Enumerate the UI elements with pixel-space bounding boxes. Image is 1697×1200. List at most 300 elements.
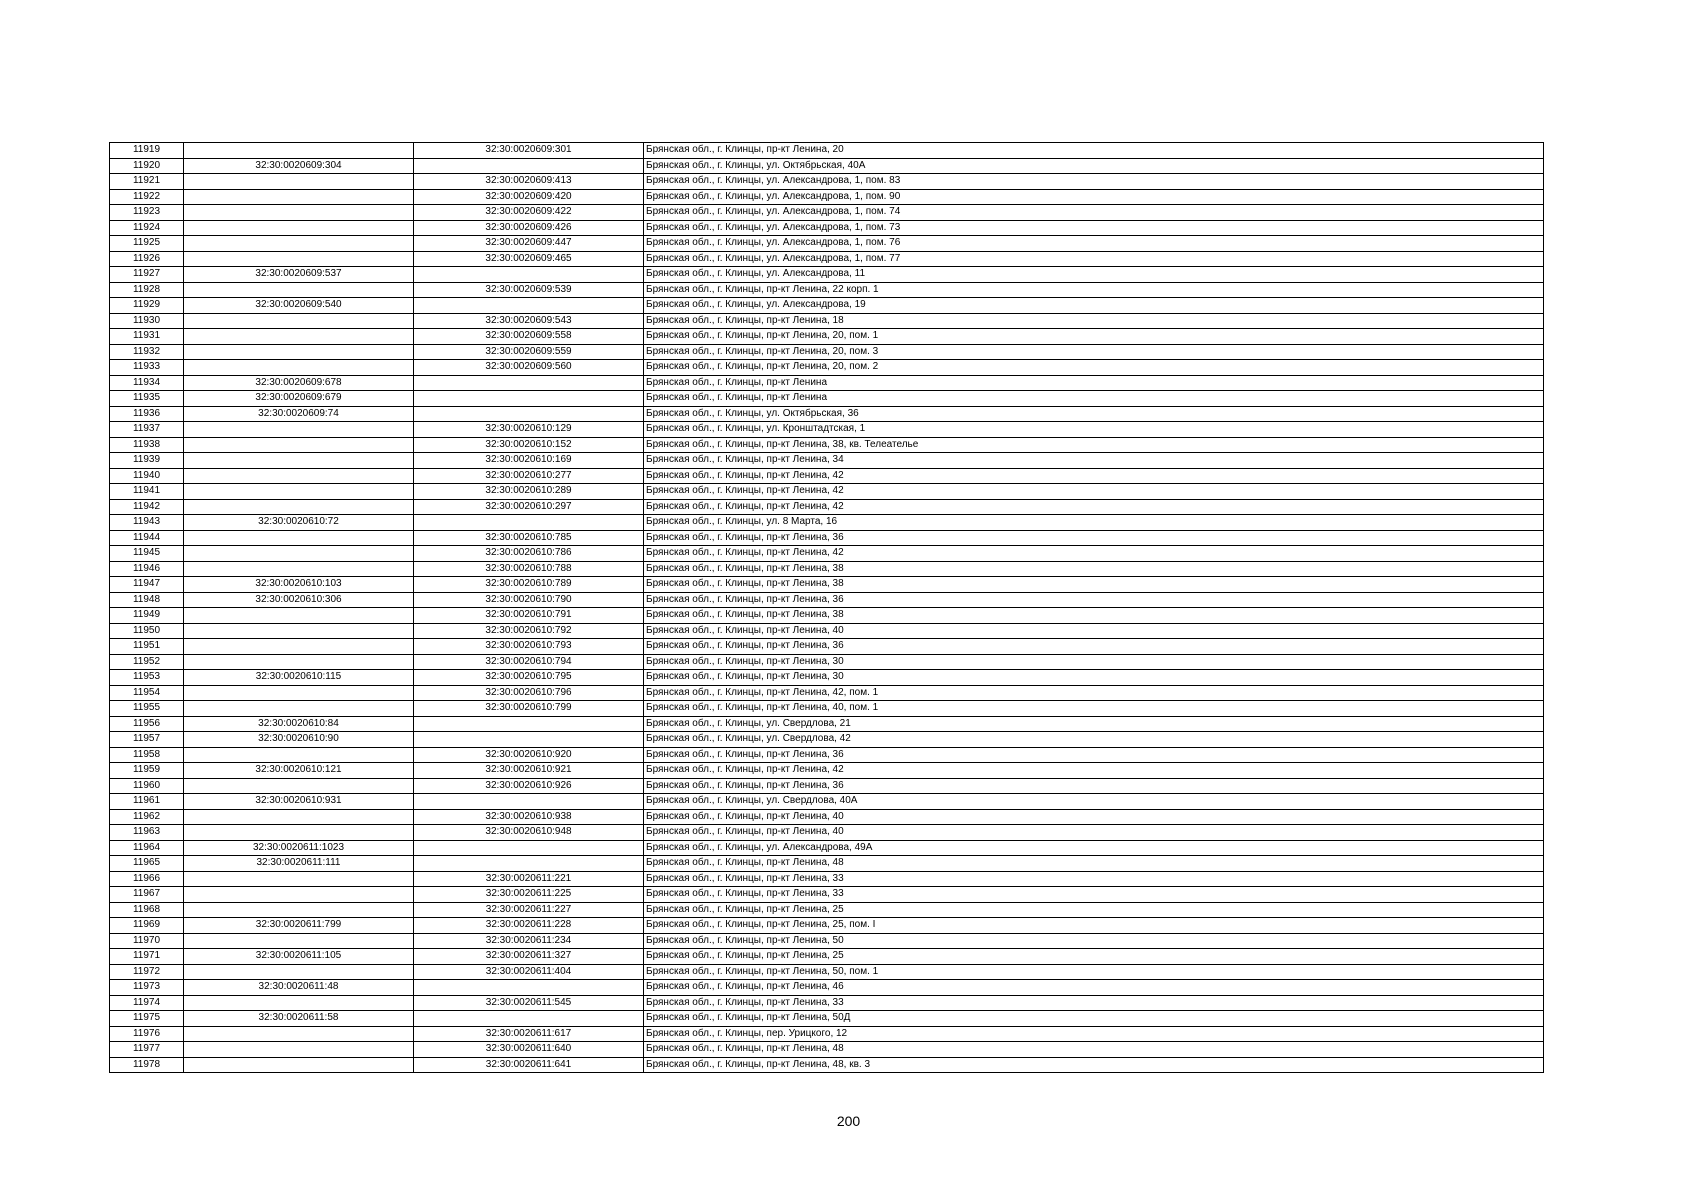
row-number-cell: 11920 bbox=[110, 158, 184, 174]
cadastral-number-cell: 32:30:0020611:404 bbox=[414, 964, 644, 980]
cadastral-number-cell bbox=[184, 778, 414, 794]
address-cell: Брянская обл., г. Клинцы, пр-кт Ленина, 48, кв. 3 bbox=[644, 1057, 1544, 1073]
table-row bbox=[110, 592, 1544, 608]
row-number-cell: 11959 bbox=[110, 763, 184, 779]
address-cell: Брянская обл., г. Клинцы, пр-кт Ленина, 33 bbox=[644, 871, 1544, 887]
table-row bbox=[110, 902, 1544, 918]
address-cell: Брянская обл., г. Клинцы, пр-кт Ленина, 40 bbox=[644, 825, 1544, 841]
address-cell: Брянская обл., г. Клинцы, пр-кт Ленина, 18 bbox=[644, 313, 1544, 329]
cadastral-number-cell: 32:30:0020611:234 bbox=[414, 933, 644, 949]
cadastral-number-cell: 32:30:0020610:791 bbox=[414, 608, 644, 624]
cadastral-number-cell: 32:30:0020611:1023 bbox=[184, 840, 414, 856]
cadastral-number-cell bbox=[184, 964, 414, 980]
cadastral-number-cell: 32:30:0020610:72 bbox=[184, 515, 414, 531]
table-row bbox=[110, 267, 1544, 283]
table-row bbox=[110, 964, 1544, 980]
address-cell: Брянская обл., г. Клинцы, пр-кт Ленина, 38 bbox=[644, 577, 1544, 593]
table-row bbox=[110, 949, 1544, 965]
table-row bbox=[110, 856, 1544, 872]
cadastral-number-cell bbox=[414, 794, 644, 810]
cadastral-number-cell bbox=[184, 1057, 414, 1073]
cadastral-number-cell bbox=[414, 716, 644, 732]
row-number-cell: 11976 bbox=[110, 1026, 184, 1042]
cadastral-number-cell: 32:30:0020610:795 bbox=[414, 670, 644, 686]
table-row bbox=[110, 887, 1544, 903]
cadastral-number-cell bbox=[184, 282, 414, 298]
cadastral-number-cell bbox=[184, 1026, 414, 1042]
address-cell: Брянская обл., г. Клинцы, пр-кт Ленина, 40, пом. 1 bbox=[644, 701, 1544, 717]
table-row bbox=[110, 639, 1544, 655]
table-row bbox=[110, 360, 1544, 376]
row-number-cell: 11940 bbox=[110, 468, 184, 484]
row-number-cell: 11962 bbox=[110, 809, 184, 825]
row-number-cell: 11973 bbox=[110, 980, 184, 996]
table-row bbox=[110, 158, 1544, 174]
row-number-cell: 11939 bbox=[110, 453, 184, 469]
cadastral-number-cell bbox=[414, 391, 644, 407]
row-number-cell: 11967 bbox=[110, 887, 184, 903]
row-number-cell: 11971 bbox=[110, 949, 184, 965]
address-cell: Брянская обл., г. Клинцы, ул. Александрова, 11 bbox=[644, 267, 1544, 283]
table-row bbox=[110, 329, 1544, 345]
cadastral-number-cell bbox=[184, 360, 414, 376]
row-number-cell: 11932 bbox=[110, 344, 184, 360]
cadastral-number-cell bbox=[414, 840, 644, 856]
address-cell: Брянская обл., г. Клинцы, пр-кт Ленина, 30 bbox=[644, 670, 1544, 686]
table-row bbox=[110, 608, 1544, 624]
table-row bbox=[110, 375, 1544, 391]
address-cell: Брянская обл., г. Клинцы, пр-кт Ленина, 36 bbox=[644, 530, 1544, 546]
cadastral-number-cell: 32:30:0020611:225 bbox=[414, 887, 644, 903]
table-row bbox=[110, 685, 1544, 701]
row-number-cell: 11921 bbox=[110, 174, 184, 190]
table-row bbox=[110, 1057, 1544, 1073]
table-row bbox=[110, 499, 1544, 515]
table-row bbox=[110, 1042, 1544, 1058]
row-number-cell: 11975 bbox=[110, 1011, 184, 1027]
row-number-cell: 11929 bbox=[110, 298, 184, 314]
cadastral-number-cell bbox=[184, 251, 414, 267]
address-cell: Брянская обл., г. Клинцы, пр-кт Ленина, 42, пом. 1 bbox=[644, 685, 1544, 701]
table-row bbox=[110, 174, 1544, 190]
cadastral-number-cell bbox=[414, 375, 644, 391]
page-number: 200 bbox=[836, 1113, 861, 1129]
cadastral-number-cell bbox=[184, 468, 414, 484]
address-cell: Брянская обл., г. Клинцы, пр-кт Ленина, 34 bbox=[644, 453, 1544, 469]
address-cell: Брянская обл., г. Клинцы, пр-кт Ленина bbox=[644, 391, 1544, 407]
row-number-cell: 11944 bbox=[110, 530, 184, 546]
cadastral-number-cell: 32:30:0020610:289 bbox=[414, 484, 644, 500]
address-cell: Брянская обл., г. Клинцы, пр-кт Ленина, 36 bbox=[644, 747, 1544, 763]
cadastral-number-cell: 32:30:0020610:789 bbox=[414, 577, 644, 593]
row-number-cell: 11922 bbox=[110, 189, 184, 205]
row-number-cell: 11969 bbox=[110, 918, 184, 934]
table-row bbox=[110, 298, 1544, 314]
table-row bbox=[110, 189, 1544, 205]
row-number-cell: 11945 bbox=[110, 546, 184, 562]
cadastral-number-cell bbox=[414, 980, 644, 996]
address-cell: Брянская обл., г. Клинцы, пр-кт Ленина, 25 bbox=[644, 902, 1544, 918]
table-row bbox=[110, 778, 1544, 794]
row-number-cell: 11930 bbox=[110, 313, 184, 329]
table-row bbox=[110, 344, 1544, 360]
cadastral-number-cell bbox=[184, 236, 414, 252]
cadastral-number-cell: 32:30:0020609:413 bbox=[414, 174, 644, 190]
row-number-cell: 11964 bbox=[110, 840, 184, 856]
row-number-cell: 11942 bbox=[110, 499, 184, 515]
cadastral-number-cell bbox=[414, 298, 644, 314]
table-row bbox=[110, 205, 1544, 221]
cadastral-number-cell bbox=[414, 158, 644, 174]
row-number-cell: 11960 bbox=[110, 778, 184, 794]
row-number-cell: 11926 bbox=[110, 251, 184, 267]
cadastral-number-cell: 32:30:0020610:277 bbox=[414, 468, 644, 484]
cadastral-number-cell bbox=[184, 453, 414, 469]
table-row bbox=[110, 1026, 1544, 1042]
table-row bbox=[110, 670, 1544, 686]
address-cell: Брянская обл., г. Клинцы, пер. Урицкого, 12 bbox=[644, 1026, 1544, 1042]
table-row bbox=[110, 623, 1544, 639]
row-number-cell: 11928 bbox=[110, 282, 184, 298]
table-row bbox=[110, 980, 1544, 996]
table-row bbox=[110, 840, 1544, 856]
cadastral-number-cell: 32:30:0020611:111 bbox=[184, 856, 414, 872]
cadastral-number-cell: 32:30:0020610:115 bbox=[184, 670, 414, 686]
table-row bbox=[110, 530, 1544, 546]
row-number-cell: 11947 bbox=[110, 577, 184, 593]
cadastral-number-cell: 32:30:0020611:327 bbox=[414, 949, 644, 965]
cadastral-number-cell: 32:30:0020610:938 bbox=[414, 809, 644, 825]
address-cell: Брянская обл., г. Клинцы, пр-кт Ленина, 20, пом. 1 bbox=[644, 329, 1544, 345]
cadastral-number-cell: 32:30:0020611:228 bbox=[414, 918, 644, 934]
cadastral-number-cell: 32:30:0020609:304 bbox=[184, 158, 414, 174]
address-cell: Брянская обл., г. Клинцы, пр-кт Ленина bbox=[644, 375, 1544, 391]
cadastral-number-cell: 32:30:0020610:152 bbox=[414, 437, 644, 453]
row-number-cell: 11952 bbox=[110, 654, 184, 670]
row-number-cell: 11919 bbox=[110, 143, 184, 159]
row-number-cell: 11963 bbox=[110, 825, 184, 841]
table-row bbox=[110, 747, 1544, 763]
row-number-cell: 11970 bbox=[110, 933, 184, 949]
cadastral-number-cell: 32:30:0020610:786 bbox=[414, 546, 644, 562]
row-number-cell: 11943 bbox=[110, 515, 184, 531]
address-cell: Брянская обл., г. Клинцы, ул. Октябрьская, 40А bbox=[644, 158, 1544, 174]
row-number-cell: 11961 bbox=[110, 794, 184, 810]
cadastral-number-cell bbox=[414, 856, 644, 872]
address-cell: Брянская обл., г. Клинцы, ул. Октябрьская, 36 bbox=[644, 406, 1544, 422]
cadastral-number-cell: 32:30:0020610:931 bbox=[184, 794, 414, 810]
address-cell: Брянская обл., г. Клинцы, пр-кт Ленина, 38 bbox=[644, 561, 1544, 577]
cadastral-number-cell: 32:30:0020611:48 bbox=[184, 980, 414, 996]
cadastral-number-cell: 32:30:0020611:221 bbox=[414, 871, 644, 887]
cadastral-number-cell: 32:30:0020611:105 bbox=[184, 949, 414, 965]
cadastral-number-cell: 32:30:0020610:121 bbox=[184, 763, 414, 779]
table-row bbox=[110, 871, 1544, 887]
address-cell: Брянская обл., г. Клинцы, пр-кт Ленина, 40 bbox=[644, 623, 1544, 639]
address-cell: Брянская обл., г. Клинцы, ул. 8 Марта, 16 bbox=[644, 515, 1544, 531]
address-cell: Брянская обл., г. Клинцы, пр-кт Ленина, 38, кв. Телеателье bbox=[644, 437, 1544, 453]
address-cell: Брянская обл., г. Клинцы, ул. Свердлова, 40А bbox=[644, 794, 1544, 810]
table-row bbox=[110, 825, 1544, 841]
cadastral-number-cell: 32:30:0020610:921 bbox=[414, 763, 644, 779]
cadastral-number-cell bbox=[414, 515, 644, 531]
cadastral-number-cell: 32:30:0020610:297 bbox=[414, 499, 644, 515]
cadastral-number-cell bbox=[414, 267, 644, 283]
table-row bbox=[110, 484, 1544, 500]
cadastral-number-cell: 32:30:0020610:794 bbox=[414, 654, 644, 670]
cadastral-number-cell: 32:30:0020609:465 bbox=[414, 251, 644, 267]
row-number-cell: 11958 bbox=[110, 747, 184, 763]
cadastral-number-cell: 32:30:0020609:543 bbox=[414, 313, 644, 329]
address-cell: Брянская обл., г. Клинцы, пр-кт Ленина, 42 bbox=[644, 546, 1544, 562]
cadastral-number-cell: 32:30:0020611:617 bbox=[414, 1026, 644, 1042]
cadastral-number-cell bbox=[184, 344, 414, 360]
row-number-cell: 11923 bbox=[110, 205, 184, 221]
address-cell: Брянская обл., г. Клинцы, ул. Александрова, 1, пом. 77 bbox=[644, 251, 1544, 267]
address-cell: Брянская обл., г. Клинцы, ул. Александрова, 19 bbox=[644, 298, 1544, 314]
address-cell: Брянская обл., г. Клинцы, пр-кт Ленина, 20, пом. 3 bbox=[644, 344, 1544, 360]
address-cell: Брянская обл., г. Клинцы, пр-кт Ленина, 36 bbox=[644, 592, 1544, 608]
registry-table bbox=[109, 142, 1544, 1073]
address-cell: Брянская обл., г. Клинцы, пр-кт Ленина, 50 bbox=[644, 933, 1544, 949]
table-row bbox=[110, 701, 1544, 717]
address-cell: Брянская обл., г. Клинцы, пр-кт Ленина, 25 bbox=[644, 949, 1544, 965]
address-cell: Брянская обл., г. Клинцы, пр-кт Ленина, 50, пом. 1 bbox=[644, 964, 1544, 980]
address-cell: Брянская обл., г. Клинцы, пр-кт Ленина, 42 bbox=[644, 468, 1544, 484]
cadastral-number-cell: 32:30:0020611:641 bbox=[414, 1057, 644, 1073]
table-row bbox=[110, 716, 1544, 732]
cadastral-number-cell: 32:30:0020609:537 bbox=[184, 267, 414, 283]
address-cell: Брянская обл., г. Клинцы, ул. Кронштадтская, 1 bbox=[644, 422, 1544, 438]
table-row bbox=[110, 282, 1544, 298]
registry-table-body bbox=[110, 143, 1544, 1073]
cadastral-number-cell: 32:30:0020610:84 bbox=[184, 716, 414, 732]
cadastral-number-cell: 32:30:0020609:420 bbox=[414, 189, 644, 205]
cadastral-number-cell: 32:30:0020611:799 bbox=[184, 918, 414, 934]
cadastral-number-cell: 32:30:0020609:679 bbox=[184, 391, 414, 407]
address-cell: Брянская обл., г. Клинцы, ул. Александрова, 1, пом. 74 bbox=[644, 205, 1544, 221]
address-cell: Брянская обл., г. Клинцы, ул. Александрова, 1, пом. 83 bbox=[644, 174, 1544, 190]
address-cell: Брянская обл., г. Клинцы, пр-кт Ленина, 22 корп. 1 bbox=[644, 282, 1544, 298]
cadastral-number-cell bbox=[184, 437, 414, 453]
table-row bbox=[110, 1011, 1544, 1027]
table-row bbox=[110, 236, 1544, 252]
address-cell: Брянская обл., г. Клинцы, пр-кт Ленина, 48 bbox=[644, 856, 1544, 872]
table-row bbox=[110, 391, 1544, 407]
address-cell: Брянская обл., г. Клинцы, пр-кт Ленина, 48 bbox=[644, 1042, 1544, 1058]
cadastral-number-cell: 32:30:0020610:948 bbox=[414, 825, 644, 841]
row-number-cell: 11927 bbox=[110, 267, 184, 283]
cadastral-number-cell bbox=[184, 1042, 414, 1058]
address-cell: Брянская обл., г. Клинцы, пр-кт Ленина, 20 bbox=[644, 143, 1544, 159]
address-cell: Брянская обл., г. Клинцы, ул. Александрова, 1, пом. 73 bbox=[644, 220, 1544, 236]
address-cell: Брянская обл., г. Клинцы, пр-кт Ленина, 42 bbox=[644, 763, 1544, 779]
cadastral-number-cell: 32:30:0020611:58 bbox=[184, 1011, 414, 1027]
cadastral-number-cell bbox=[184, 220, 414, 236]
cadastral-number-cell: 32:30:0020609:426 bbox=[414, 220, 644, 236]
cadastral-number-cell: 32:30:0020611:227 bbox=[414, 902, 644, 918]
address-cell: Брянская обл., г. Клинцы, пр-кт Ленина, 38 bbox=[644, 608, 1544, 624]
cadastral-number-cell bbox=[184, 639, 414, 655]
address-cell: Брянская обл., г. Клинцы, пр-кт Ленина, 40 bbox=[644, 809, 1544, 825]
cadastral-number-cell bbox=[184, 313, 414, 329]
row-number-cell: 11954 bbox=[110, 685, 184, 701]
cadastral-number-cell bbox=[184, 143, 414, 159]
cadastral-number-cell bbox=[184, 174, 414, 190]
row-number-cell: 11966 bbox=[110, 871, 184, 887]
cadastral-number-cell bbox=[184, 933, 414, 949]
row-number-cell: 11948 bbox=[110, 592, 184, 608]
table-row bbox=[110, 220, 1544, 236]
cadastral-number-cell: 32:30:0020611:640 bbox=[414, 1042, 644, 1058]
row-number-cell: 11938 bbox=[110, 437, 184, 453]
cadastral-number-cell bbox=[184, 995, 414, 1011]
address-cell: Брянская обл., г. Клинцы, ул. Свердлова, 42 bbox=[644, 732, 1544, 748]
cadastral-number-cell bbox=[184, 825, 414, 841]
row-number-cell: 11924 bbox=[110, 220, 184, 236]
row-number-cell: 11978 bbox=[110, 1057, 184, 1073]
cadastral-number-cell: 32:30:0020609:422 bbox=[414, 205, 644, 221]
table-row bbox=[110, 809, 1544, 825]
row-number-cell: 11936 bbox=[110, 406, 184, 422]
table-row bbox=[110, 515, 1544, 531]
cadastral-number-cell: 32:30:0020610:793 bbox=[414, 639, 644, 655]
cadastral-number-cell bbox=[184, 747, 414, 763]
row-number-cell: 11974 bbox=[110, 995, 184, 1011]
table-row bbox=[110, 468, 1544, 484]
cadastral-number-cell bbox=[184, 499, 414, 515]
row-number-cell: 11941 bbox=[110, 484, 184, 500]
cadastral-number-cell: 32:30:0020610:788 bbox=[414, 561, 644, 577]
cadastral-number-cell bbox=[184, 422, 414, 438]
cadastral-number-cell: 32:30:0020610:103 bbox=[184, 577, 414, 593]
cadastral-number-cell bbox=[414, 406, 644, 422]
cadastral-number-cell: 32:30:0020609:447 bbox=[414, 236, 644, 252]
row-number-cell: 11937 bbox=[110, 422, 184, 438]
table-row bbox=[110, 794, 1544, 810]
row-number-cell: 11953 bbox=[110, 670, 184, 686]
row-number-cell: 11946 bbox=[110, 561, 184, 577]
cadastral-number-cell bbox=[184, 561, 414, 577]
cadastral-number-cell bbox=[184, 189, 414, 205]
address-cell: Брянская обл., г. Клинцы, ул. Александрова, 49А bbox=[644, 840, 1544, 856]
cadastral-number-cell bbox=[184, 871, 414, 887]
cadastral-number-cell bbox=[184, 329, 414, 345]
cadastral-number-cell: 32:30:0020611:545 bbox=[414, 995, 644, 1011]
table-row bbox=[110, 251, 1544, 267]
cadastral-number-cell bbox=[184, 887, 414, 903]
cadastral-number-cell: 32:30:0020610:796 bbox=[414, 685, 644, 701]
address-cell: Брянская обл., г. Клинцы, пр-кт Ленина, 33 bbox=[644, 887, 1544, 903]
address-cell: Брянская обл., г. Клинцы, пр-кт Ленина, 36 bbox=[644, 639, 1544, 655]
table-row bbox=[110, 732, 1544, 748]
table-row bbox=[110, 143, 1544, 159]
table-row bbox=[110, 453, 1544, 469]
row-number-cell: 11950 bbox=[110, 623, 184, 639]
cadastral-number-cell bbox=[184, 701, 414, 717]
table-row bbox=[110, 561, 1544, 577]
cadastral-number-cell: 32:30:0020610:799 bbox=[414, 701, 644, 717]
row-number-cell: 11934 bbox=[110, 375, 184, 391]
cadastral-number-cell: 32:30:0020610:90 bbox=[184, 732, 414, 748]
cadastral-number-cell bbox=[184, 608, 414, 624]
address-cell: Брянская обл., г. Клинцы, пр-кт Ленина, 42 bbox=[644, 499, 1544, 515]
row-number-cell: 11933 bbox=[110, 360, 184, 376]
cadastral-number-cell: 32:30:0020610:306 bbox=[184, 592, 414, 608]
cadastral-number-cell: 32:30:0020610:790 bbox=[414, 592, 644, 608]
address-cell: Брянская обл., г. Клинцы, пр-кт Ленина, 50Д bbox=[644, 1011, 1544, 1027]
table-row bbox=[110, 546, 1544, 562]
table-row bbox=[110, 995, 1544, 1011]
table-row bbox=[110, 577, 1544, 593]
cadastral-number-cell: 32:30:0020609:559 bbox=[414, 344, 644, 360]
cadastral-number-cell bbox=[184, 205, 414, 221]
cadastral-number-cell: 32:30:0020610:920 bbox=[414, 747, 644, 763]
cadastral-number-cell: 32:30:0020609:558 bbox=[414, 329, 644, 345]
cadastral-number-cell: 32:30:0020609:539 bbox=[414, 282, 644, 298]
cadastral-number-cell: 32:30:0020610:129 bbox=[414, 422, 644, 438]
cadastral-number-cell bbox=[184, 654, 414, 670]
table-row bbox=[110, 422, 1544, 438]
cadastral-number-cell bbox=[184, 530, 414, 546]
cadastral-number-cell bbox=[414, 732, 644, 748]
address-cell: Брянская обл., г. Клинцы, пр-кт Ленина, 36 bbox=[644, 778, 1544, 794]
address-cell: Брянская обл., г. Клинцы, пр-кт Ленина, 20, пом. 2 bbox=[644, 360, 1544, 376]
table-row bbox=[110, 933, 1544, 949]
address-cell: Брянская обл., г. Клинцы, ул. Свердлова, 21 bbox=[644, 716, 1544, 732]
cadastral-number-cell: 32:30:0020610:792 bbox=[414, 623, 644, 639]
cadastral-number-cell: 32:30:0020610:785 bbox=[414, 530, 644, 546]
cadastral-number-cell: 32:30:0020610:926 bbox=[414, 778, 644, 794]
cadastral-number-cell: 32:30:0020609:678 bbox=[184, 375, 414, 391]
row-number-cell: 11957 bbox=[110, 732, 184, 748]
address-cell: Брянская обл., г. Клинцы, ул. Александрова, 1, пом. 76 bbox=[644, 236, 1544, 252]
row-number-cell: 11935 bbox=[110, 391, 184, 407]
row-number-cell: 11965 bbox=[110, 856, 184, 872]
cadastral-number-cell bbox=[414, 1011, 644, 1027]
address-cell: Брянская обл., г. Клинцы, пр-кт Ленина, 42 bbox=[644, 484, 1544, 500]
row-number-cell: 11968 bbox=[110, 902, 184, 918]
row-number-cell: 11955 bbox=[110, 701, 184, 717]
row-number-cell: 11972 bbox=[110, 964, 184, 980]
cadastral-number-cell bbox=[184, 623, 414, 639]
cadastral-number-cell: 32:30:0020609:301 bbox=[414, 143, 644, 159]
cadastral-number-cell bbox=[184, 484, 414, 500]
row-number-cell: 11949 bbox=[110, 608, 184, 624]
cadastral-number-cell bbox=[184, 809, 414, 825]
table-row bbox=[110, 763, 1544, 779]
address-cell: Брянская обл., г. Клинцы, пр-кт Ленина, 46 bbox=[644, 980, 1544, 996]
address-cell: Брянская обл., г. Клинцы, ул. Александрова, 1, пом. 90 bbox=[644, 189, 1544, 205]
cadastral-number-cell bbox=[184, 546, 414, 562]
row-number-cell: 11956 bbox=[110, 716, 184, 732]
cadastral-number-cell: 32:30:0020609:540 bbox=[184, 298, 414, 314]
address-cell: Брянская обл., г. Клинцы, пр-кт Ленина, 30 bbox=[644, 654, 1544, 670]
address-cell: Брянская обл., г. Клинцы, пр-кт Ленина, 33 bbox=[644, 995, 1544, 1011]
cadastral-number-cell: 32:30:0020609:560 bbox=[414, 360, 644, 376]
table-row bbox=[110, 918, 1544, 934]
cadastral-number-cell bbox=[184, 902, 414, 918]
cadastral-number-cell: 32:30:0020610:169 bbox=[414, 453, 644, 469]
cadastral-number-cell: 32:30:0020609:74 bbox=[184, 406, 414, 422]
row-number-cell: 11977 bbox=[110, 1042, 184, 1058]
row-number-cell: 11951 bbox=[110, 639, 184, 655]
address-cell: Брянская обл., г. Клинцы, пр-кт Ленина, 25, пом. I bbox=[644, 918, 1544, 934]
table-row bbox=[110, 406, 1544, 422]
cadastral-number-cell bbox=[184, 685, 414, 701]
table-row bbox=[110, 313, 1544, 329]
row-number-cell: 11925 bbox=[110, 236, 184, 252]
